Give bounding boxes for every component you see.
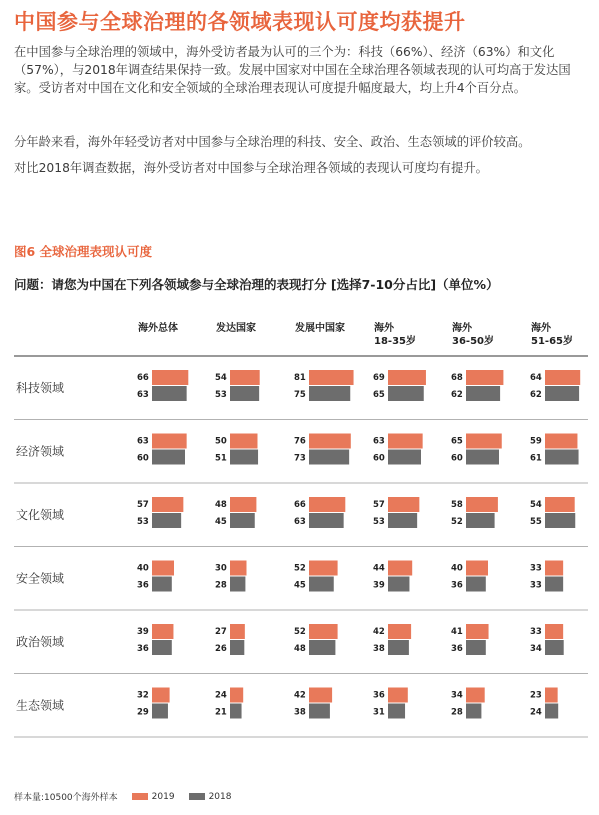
bar-2018	[388, 704, 405, 719]
bar-2018	[230, 577, 245, 592]
value-label-2018: 48	[294, 644, 306, 654]
value-label-2019: 65	[451, 436, 463, 447]
bar-2018	[309, 450, 349, 465]
value-label-2019: 44	[373, 563, 385, 574]
value-label-2018: 34	[530, 644, 542, 654]
chart-footer	[14, 790, 231, 803]
bar-2019	[466, 688, 485, 703]
bar-2019	[545, 434, 577, 449]
value-label-2018: 39	[373, 580, 385, 591]
bar-2018	[388, 386, 424, 401]
bar-2018	[309, 386, 350, 401]
value-label-2018: 62	[530, 390, 542, 400]
row-label: 政治领域	[16, 634, 65, 649]
chart-question: 问题：请您为中国在下列各领域参与全球治理的表现打分 [选择7-10分占比]（单位%）	[14, 277, 499, 292]
bar-2018	[466, 450, 499, 465]
value-label-2019: 64	[530, 373, 542, 383]
legend-label-2019: 2019	[151, 791, 175, 802]
bar-2018	[152, 450, 185, 465]
value-label-2019: 66	[294, 500, 306, 510]
value-label-2018: 55	[530, 517, 542, 527]
value-label-2018: 53	[215, 390, 227, 400]
value-label-2018: 73	[294, 453, 306, 464]
value-label-2018: 53	[373, 517, 385, 527]
bar-2019	[309, 370, 354, 385]
bar-2019	[152, 688, 170, 703]
value-label-2019: 39	[137, 627, 149, 637]
bar-2018	[309, 577, 334, 592]
value-label-2019: 32	[137, 690, 149, 701]
bar-2019	[545, 624, 563, 639]
bar-2018	[545, 386, 579, 401]
bar-2018	[466, 577, 486, 592]
value-label-2019: 63	[137, 436, 149, 447]
bar-2019	[545, 497, 575, 512]
value-label-2018: 62	[451, 390, 463, 400]
value-label-2019: 30	[215, 563, 227, 574]
bar-2019	[466, 624, 489, 639]
bar-2019	[309, 497, 345, 512]
bar-2018	[152, 640, 172, 655]
bar-2018	[466, 640, 486, 655]
value-label-2019: 50	[215, 436, 227, 447]
value-label-2019: 36	[373, 690, 385, 701]
value-label-2018: 36	[137, 644, 149, 654]
row-label: 文化领域	[16, 507, 65, 522]
bar-2018	[388, 513, 417, 528]
value-label-2018: 24	[530, 707, 542, 718]
bar-2018	[230, 450, 258, 465]
bar-2019	[230, 497, 256, 512]
comparison-paragraph: 对比2018年调查数据，海外受访者对中国参与全球治理各领域的表现认可度均有提升。	[14, 161, 488, 175]
value-label-2018: 31	[373, 707, 385, 718]
row-label: 安全领域	[16, 571, 65, 586]
bar-2018	[152, 577, 172, 592]
bar-2019	[309, 434, 351, 449]
bar-2019	[152, 370, 188, 385]
value-label-2018: 28	[215, 580, 227, 591]
bar-2018	[309, 513, 344, 528]
value-label-2019: 69	[373, 373, 385, 383]
bar-2019	[466, 497, 498, 512]
value-label-2019: 48	[215, 500, 227, 510]
bar-2018	[466, 513, 495, 528]
value-label-2018: 51	[215, 453, 227, 464]
column-header: 海外	[531, 323, 551, 334]
bar-2019	[388, 561, 412, 576]
value-label-2019: 57	[373, 500, 385, 510]
bar-2018	[230, 704, 242, 719]
bar-2018	[545, 577, 563, 592]
value-label-2018: 52	[451, 517, 463, 527]
value-label-2019: 41	[451, 627, 463, 637]
bar-2018	[230, 640, 244, 655]
value-label-2019: 33	[530, 627, 542, 637]
bar-2018	[230, 513, 255, 528]
column-header: 海外	[374, 323, 394, 334]
value-label-2019: 54	[215, 373, 227, 383]
bar-2019	[230, 434, 258, 449]
bar-2019	[545, 370, 580, 385]
value-label-2018: 53	[137, 517, 149, 527]
value-label-2019: 40	[137, 563, 149, 574]
value-label-2019: 52	[294, 627, 306, 637]
bar-2019	[309, 624, 338, 639]
legend-label-2018: 2018	[208, 791, 232, 802]
sample-note: 样本量:10500个海外样本	[14, 793, 118, 803]
bar-2019	[388, 688, 408, 703]
column-header: 18-35岁	[374, 336, 416, 347]
value-label-2019: 63	[373, 436, 385, 447]
row-label: 科技领域	[16, 380, 65, 395]
bar-2019	[388, 624, 411, 639]
value-label-2018: 36	[451, 580, 463, 591]
value-label-2019: 40	[451, 563, 463, 574]
column-header: 发展中国家	[295, 323, 345, 334]
column-header: 海外	[452, 323, 472, 334]
bar-2018	[152, 704, 168, 719]
bar-2018	[309, 640, 335, 655]
value-label-2019: 52	[294, 563, 306, 574]
value-label-2018: 29	[137, 707, 149, 718]
value-label-2018: 60	[451, 453, 463, 464]
bar-2019	[545, 561, 563, 576]
value-label-2018: 60	[373, 453, 385, 464]
bar-2019	[152, 497, 183, 512]
bar-2018	[545, 640, 564, 655]
column-header: 海外总体	[138, 323, 178, 334]
bar-2018	[545, 513, 575, 528]
value-label-2019: 34	[451, 690, 463, 701]
value-label-2019: 68	[451, 373, 463, 383]
bar-2019	[545, 688, 558, 703]
value-label-2019: 76	[294, 436, 306, 447]
value-label-2018: 75	[294, 390, 306, 400]
intro-paragraph: 在中国参与全球治理的领域中，海外受访者最为认可的三个为：科技（66%）、经济（63%）和文化（57%），与2018年调查结果保持一致。发展中国家对中国在全球治理各领域表现的认可均高于发达国家。受访者对中国在文化和安全领域的全球治理表现认可度提升幅度最大，均上升4个百分点。	[14, 45, 571, 95]
bar-2019	[230, 561, 247, 576]
value-label-2018: 33	[530, 580, 542, 591]
bar-2019	[152, 434, 187, 449]
value-label-2019: 59	[530, 436, 542, 447]
bar-2018	[388, 577, 409, 592]
bar-2019	[152, 561, 174, 576]
figure-label: 图6 全球治理表现认可度	[14, 244, 153, 259]
value-label-2019: 27	[215, 627, 227, 637]
value-label-2019: 24	[215, 690, 227, 701]
row-label: 生态领域	[16, 698, 65, 713]
legend-swatch-2018	[189, 793, 205, 800]
legend-swatch-2019	[132, 793, 148, 800]
bar-2018	[230, 386, 259, 401]
bar-2019	[230, 688, 243, 703]
bar-2019	[388, 497, 419, 512]
bar-2018	[152, 513, 181, 528]
value-label-2018: 65	[373, 390, 385, 400]
value-label-2018: 61	[530, 453, 542, 464]
value-label-2018: 21	[215, 707, 227, 718]
bar-2018	[309, 704, 330, 719]
value-label-2018: 38	[294, 707, 306, 718]
age-paragraph: 分年龄来看，海外年轻受访者对中国参与全球治理的科技、安全、政治、生态领域的评价较高。	[14, 135, 531, 149]
bar-2019	[466, 561, 488, 576]
column-header: 36-50岁	[452, 336, 494, 347]
value-label-2019: 42	[294, 690, 306, 701]
row-label: 经济领域	[16, 444, 65, 459]
value-label-2018: 63	[294, 517, 306, 527]
value-label-2019: 58	[451, 500, 463, 510]
value-label-2018: 60	[137, 453, 149, 464]
bar-2018	[152, 386, 187, 401]
value-label-2019: 33	[530, 563, 542, 574]
bar-2019	[230, 624, 245, 639]
bar-2018	[466, 386, 500, 401]
bar-2019	[466, 370, 503, 385]
value-label-2018: 45	[215, 517, 227, 527]
bar-2018	[466, 704, 481, 719]
value-label-2019: 23	[530, 690, 542, 701]
bar-2019	[309, 561, 338, 576]
value-label-2019: 57	[137, 500, 149, 510]
value-label-2018: 38	[373, 644, 385, 654]
value-label-2018: 36	[137, 580, 149, 591]
bar-2018	[545, 450, 579, 465]
bar-2019	[152, 624, 173, 639]
value-label-2018: 28	[451, 707, 463, 718]
column-header: 发达国家	[216, 323, 256, 334]
bar-2019	[230, 370, 260, 385]
bar-2018	[545, 704, 558, 719]
value-label-2019: 66	[137, 373, 149, 383]
bar-2019	[388, 434, 423, 449]
value-label-2018: 45	[294, 580, 306, 591]
value-label-2018: 26	[215, 644, 227, 654]
value-label-2019: 54	[530, 500, 542, 510]
bar-2019	[466, 434, 502, 449]
bar-2019	[309, 688, 332, 703]
value-label-2018: 36	[451, 644, 463, 654]
value-label-2019: 42	[373, 627, 385, 637]
value-label-2019: 81	[294, 373, 306, 383]
bar-2019	[388, 370, 426, 385]
bar-2018	[388, 450, 421, 465]
page-title: 中国参与全球治理的各领域表现认可度均获提升	[14, 10, 466, 34]
bar-2018	[388, 640, 409, 655]
column-header: 51-65岁	[531, 336, 573, 347]
value-label-2018: 63	[137, 390, 149, 400]
